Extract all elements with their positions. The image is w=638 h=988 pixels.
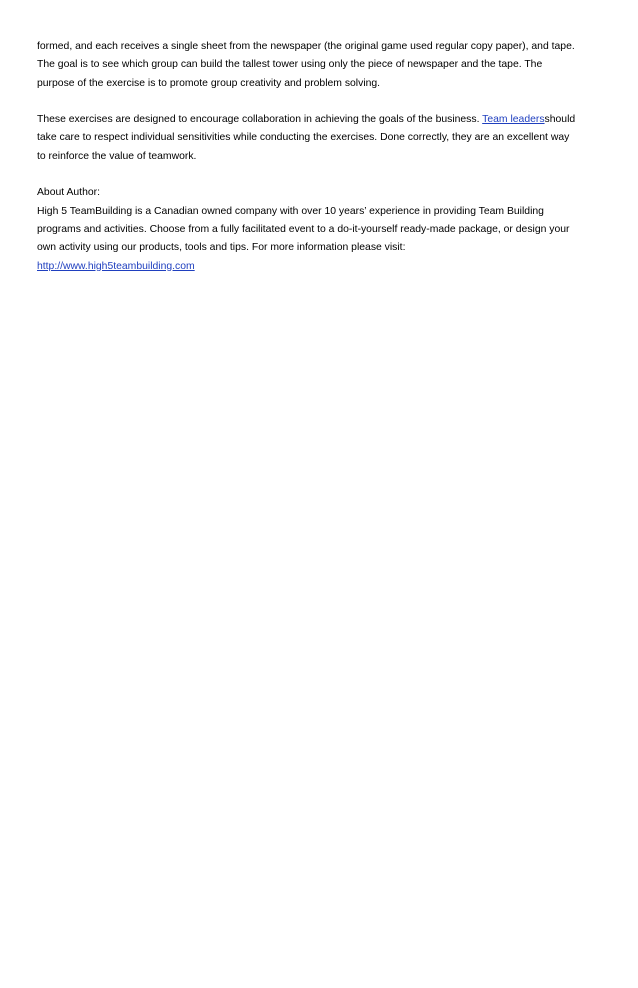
text-line: programs and activities. Choose from a fully facilitated event to a do-it-yourself ready-made package, or design your xyxy=(37,223,570,235)
text-line: own activity using our products, tools and tips. For more information please visit: xyxy=(37,242,406,254)
paragraph-collaboration xyxy=(37,111,608,166)
text-segment: should xyxy=(544,114,576,126)
paragraph-tower-exercise xyxy=(37,38,608,93)
about-author-section xyxy=(37,184,608,275)
about-author-heading: About Author: xyxy=(37,187,100,199)
website-link[interactable]: http://www.high5teambuilding.com xyxy=(37,260,195,272)
text-line: to reinforce the value of teamwork. xyxy=(37,150,197,162)
text-line: formed, and each receives a single sheet from the newspaper (the original game used regular copy paper), and tape. xyxy=(37,41,575,52)
text-segment: These exercises are designed to encourage collaboration in achieving the goals of the business. xyxy=(37,114,483,126)
text-line: take care to respect individual sensitivities while conducting the exercises. Done correctly, they are an excellent way xyxy=(37,132,570,144)
text-line: purpose of the exercise is to promote group creativity and problem solving. xyxy=(37,77,381,89)
text-line: High 5 TeamBuilding is a Canadian owned company with over 10 years’ experience in providing Team Building xyxy=(37,205,544,217)
url-line xyxy=(37,258,608,276)
team-leaders-link[interactable]: Team leaders xyxy=(482,114,545,126)
text-line: The goal is to see which group can build the tallest tower using only the piece of newspaper and the tape. The xyxy=(37,59,543,71)
text-line xyxy=(37,111,608,129)
